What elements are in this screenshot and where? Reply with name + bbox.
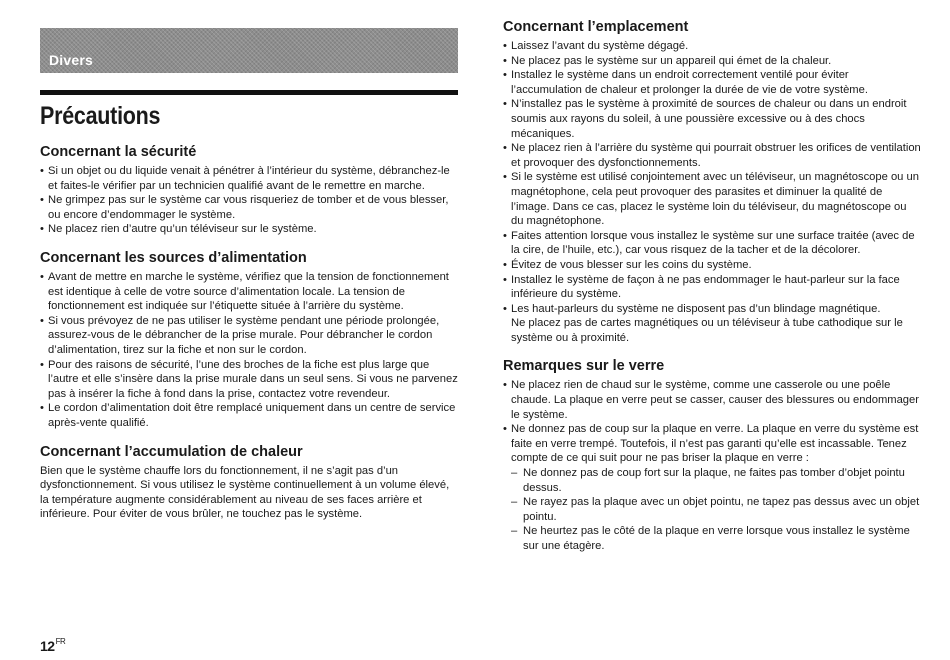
- section-label: Divers: [49, 52, 94, 68]
- power-list: [40, 270, 458, 431]
- placement-item: • N’installez pas le système à proximité de sources de chaleur ou dans un endroit soumis aux rayons du soleil, à une poussière excessive ou à des chocs mécaniques.: [503, 97, 921, 141]
- placement-item: • Les haut-parleurs du système ne disposent pas d’un blindage magnétique.: [503, 302, 921, 317]
- placement-item: • Évitez de vous blesser sur les coins du système.: [503, 258, 921, 273]
- glass-item: • Ne donnez pas de coup sur la plaque en verre. La plaque en verre du système est faite en verre trempé. Toutefois, il n’est pas garanti qu’elle est incassable. Tenez compte de ce qui suit pour ne pas briser la plaque en verre :: [503, 422, 921, 466]
- power-item: • Si vous prévoyez de ne pas utiliser le système pendant une période prolongée, assurez-vous de le débrancher de la prise murale. Pour débrancher le cordon d’alimentation, tirez sur la fiche et non sur le cordon.: [40, 314, 458, 358]
- section-banner: [40, 28, 458, 73]
- glass-item: • Ne placez rien de chaud sur le système, comme une casserole ou une poêle chaude. La plaque en verre peut se casser, causer des blessures ou endommager le système.: [503, 378, 921, 422]
- placement-item: • Laissez l’avant du système dégagé.: [503, 39, 921, 54]
- placement-item: • Faites attention lorsque vous installez le système sur une surface traitée (avec de la cire, de l’huile, etc.), car vous risquez de la tacher et de la décolorer.: [503, 229, 921, 258]
- glass-dash-item: – Ne rayez pas la plaque avec un objet pointu, ne tapez pas dessus avec un objet pointu.: [511, 495, 921, 524]
- glass-heading: Remarques sur le verre: [503, 358, 665, 375]
- safety-item: • Ne grimpez pas sur le système car vous risqueriez de tomber et de vous blesser, ou encore d’endommager le système.: [40, 193, 458, 222]
- power-item: • Le cordon d’alimentation doit être remplacé uniquement dans un centre de service après-vente qualifié.: [40, 401, 458, 430]
- page-title: Précautions: [40, 102, 161, 130]
- power-heading: Concernant les sources d’alimentation: [40, 249, 307, 266]
- page-number-value: 12: [40, 638, 55, 654]
- glass-dash-item: – Ne donnez pas de coup fort sur la plaque, ne faites pas tomber d’objet pointu dessus.: [511, 466, 921, 495]
- placement-list: [503, 39, 921, 316]
- safety-item: • Si un objet ou du liquide venait à pénétrer à l’intérieur du système, débranchez-le et faites-le vérifier par un technicien qualifié avant de le remettre en marche.: [40, 164, 458, 193]
- page-number-suffix: FR: [55, 637, 66, 646]
- placement-item: • Ne placez pas le système sur un appareil qui émet de la chaleur.: [503, 54, 921, 69]
- glass-dash-item: – Ne heurtez pas le côté de la plaque en verre lorsque vous installez le système sur une étagère.: [511, 524, 921, 553]
- power-item: • Avant de mettre en marche le système, vérifiez que la tension de fonctionnement est identique à celle de votre source d’alimentation locale. La tension de fonctionnement est indiquée sur l’étiquette située à l’arrière du système.: [40, 270, 458, 314]
- heat-paragraph: Bien que le système chauffe lors du fonctionnement, il ne s’agit pas d’un dysfonctionnement. Si vous utilisez le système continuellement à un volume élevé, la température augmente considérablement au niveau de ses faces arrière et inférieure. Pour éviter de vous brûler, ne touchez pas le système.: [40, 464, 450, 521]
- placement-item: • Installez le système de façon à ne pas endommager le haut-parleur sur la face inférieure du système.: [503, 273, 921, 302]
- safety-item: • Ne placez rien d’autre qu’un téléviseur sur le système.: [40, 222, 458, 237]
- placement-heading: Concernant l’emplacement: [503, 19, 689, 35]
- glass-list: [503, 378, 921, 466]
- page-number: [40, 638, 65, 654]
- placement-item: • Installez le système dans un endroit correctement ventilé pour éviter l’accumulation de chaleur et prolonger la durée de vie de votre système.: [503, 68, 921, 97]
- title-rule: [40, 90, 458, 95]
- right-column: [503, 18, 921, 554]
- power-item: • Pour des raisons de sécurité, l’une des broches de la fiche est plus large que l’autre et elle s’insère dans la prise murale dans un seul sens. Si vous ne parvenez pas à insérer la fiche à fond dans la prise, contactez votre revendeur.: [40, 358, 458, 402]
- heat-heading: Concernant l’accumulation de chaleur: [40, 443, 303, 460]
- glass-dash-list: [503, 466, 921, 554]
- safety-heading: Concernant la sécurité: [40, 144, 197, 160]
- safety-list: [40, 164, 458, 237]
- left-column: [40, 28, 458, 522]
- placement-continuation: Ne placez pas de cartes magnétiques ou un téléviseur à tube cathodique sur le système ou à proximité.: [511, 317, 903, 344]
- placement-item: • Si le système est utilisé conjointement avec un téléviseur, un magnétoscope ou un magnétophone, cela peut provoquer des parasites et diminuer la qualité de l’image. Dans ce cas, placez le système loin du téléviseur, du magnétoscope ou du magnétophone.: [503, 170, 921, 228]
- placement-item: • Ne placez rien à l’arrière du système qui pourrait obstruer les orifices de ventilation et provoquer des dysfonctionnements.: [503, 141, 921, 170]
